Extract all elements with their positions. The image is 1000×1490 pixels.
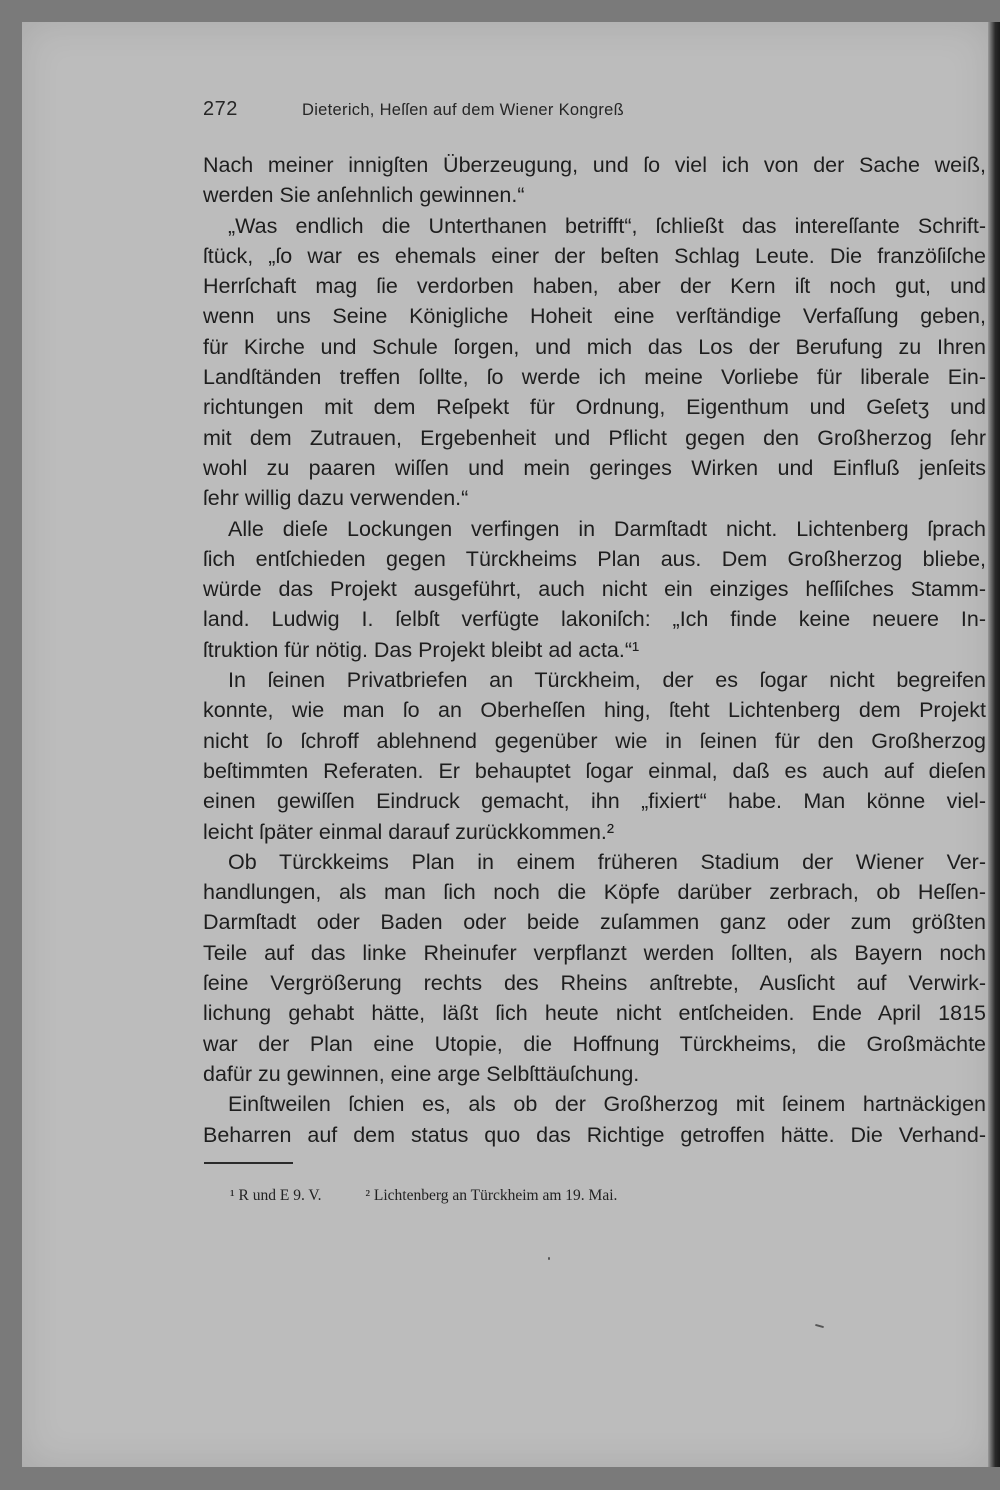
text-line: In ſeinen Privatbriefen an Türckheim, der es ſogar nicht begreifen: [228, 668, 986, 693]
footnote-2: ² Lichtenberg an Türckheim am 19. Mai.: [365, 1187, 618, 1204]
text-line: ſtück, „ſo war es ehemals einer der beſten Schlag Leute. Die franzöſiſche: [203, 243, 986, 268]
scan-speck: [548, 1257, 550, 1260]
page-header: [203, 98, 983, 128]
footnote-1: ¹ R und E 9. V.: [230, 1187, 322, 1204]
text-line: für Kirche und Schule ſorgen, und mich das Los der Berufung zu Ihren: [203, 334, 986, 359]
text-line: ſich entſchieden gegen Türckheims Plan aus. Dem Großherzog bliebe,: [203, 546, 986, 571]
text-line: Teile auf das linke Rheinufer verpflanzt werden ſollten, als Bayern noch: [203, 940, 986, 965]
text-line: nicht ſo ſchroff ablehnend gegenüber wie in ſeinen für den Großherzog: [203, 728, 986, 753]
text-line: Nach meiner innigſten Überzeugung, und ſo viel ich von der Sache weiß,: [203, 153, 986, 177]
text-line: Einſtweilen ſchien es, als ob der Großherzog mit ſeinem hartnäckigen: [228, 1092, 986, 1117]
text-line: richtungen mit dem Reſpekt für Ordnung, Eigenthum und Geſetʒ und: [203, 395, 986, 420]
text-line: Alle dieſe Lockungen verfingen in Darmſtadt nicht. Lichtenberg ſprach: [228, 516, 986, 541]
text-line: ſehr willig dazu verwenden.“: [203, 486, 469, 511]
text-line: werden Sie anſehnlich gewinnen.“: [203, 183, 525, 208]
text-line: land. Ludwig I. ſelbſt verfügte lakoniſch: „Ich finde keine neuere In-: [203, 607, 986, 632]
text-line: konnte, wie man ſo an Oberheſſen hing, ſteht Lichtenberg dem Projekt: [203, 698, 986, 723]
footnotes: [230, 1187, 657, 1205]
text-line: Landſtänden treffen ſollte, ſo werde ich meine Vorliebe für liberale Ein-: [203, 365, 986, 390]
text-line: einen gewiſſen Eindruck gemacht, ihn „fixiert“ habe. Man könne viel-: [203, 789, 986, 814]
text-line: dafür zu gewinnen, eine arge Selbſttäuſchung.: [203, 1061, 640, 1086]
text-line: wenn uns Seine Königliche Hoheit eine verſtändige Verfaſſung geben,: [203, 304, 986, 329]
text-line: lichung gehabt hätte, läßt ſich heute nicht entſcheiden. Ende April 1815: [203, 1001, 986, 1026]
page-number: 272: [203, 98, 238, 120]
text-line: Beharren auf dem status quo das Richtige getroffen hätte. Die Verhand-: [203, 1122, 986, 1147]
text-line: ſeine Vergrößerung rechts des Rheins anſtrebte, Ausſicht auf Verwirk-: [203, 971, 986, 996]
text-line: Ob Türckkeims Plan in einem früheren Stadium der Wiener Ver-: [228, 849, 986, 874]
text-line: „Was endlich die Unterthanen betrifft“, ſchließt das intereſſante Schrift-: [228, 213, 986, 238]
footnote-rule: [204, 1162, 293, 1164]
text-line: Herrſchaft mag ſie verdorben haben, aber der Kern iſt noch gut, und: [203, 274, 986, 299]
page-edge-shadow: [988, 22, 1000, 1467]
text-line: mit dem Zutrauen, Ergebenheit und Pflicht gegen den Großherzog ſehr: [203, 425, 986, 450]
text-line: war der Plan eine Utopie, die Hoffnung Türckheims, die Großmächte: [203, 1031, 986, 1056]
running-head: Dieterich, Heſſen auf dem Wiener Kongreß: [302, 101, 624, 119]
body-text: [203, 150, 986, 1150]
text-line: leicht ſpäter einmal darauf zurückkommen.²: [203, 819, 615, 844]
text-line: ſtruktion für nötig. Das Projekt bleibt ad acta.“¹: [203, 637, 640, 662]
text-line: handlungen, als man ſich noch die Köpfe darüber zerbrach, ob Heſſen-: [203, 880, 986, 905]
text-line: wohl zu paaren wiſſen und mein geringes Wirken und Einfluß jenſeits: [203, 455, 986, 480]
text-line: würde das Projekt ausgeführt, auch nicht ein einziges heſſiſches Stamm-: [203, 577, 986, 602]
text-line: Darmſtadt oder Baden oder beide zuſammen ganz oder zum größten: [203, 910, 986, 935]
text-line: beſtimmten Referaten. Er behauptet ſogar einmal, daß es auch auf dieſen: [203, 758, 986, 783]
